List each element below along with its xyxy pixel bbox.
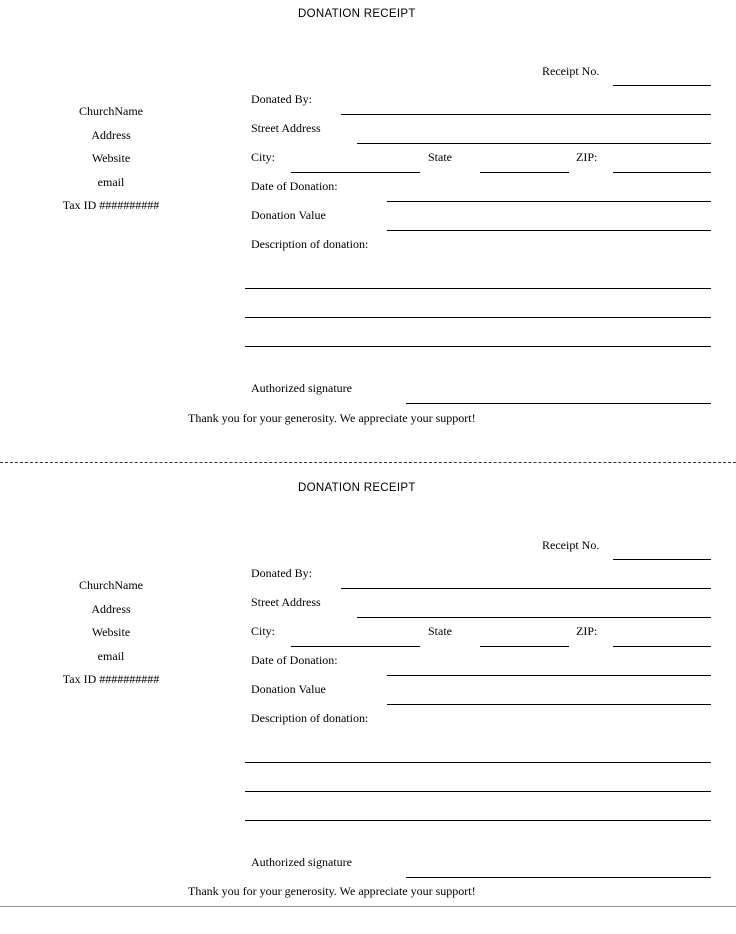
city-field[interactable] xyxy=(291,646,420,647)
description-line-3[interactable] xyxy=(245,820,711,821)
receipt-title: DONATION RECEIPT xyxy=(298,8,416,20)
authorized-signature-field[interactable] xyxy=(406,877,711,878)
street-address-field[interactable] xyxy=(357,143,711,144)
receipt-no-field[interactable] xyxy=(613,85,711,86)
city-field[interactable] xyxy=(291,172,420,173)
church-tax-id: Tax ID ########## xyxy=(62,198,160,212)
description-label: Description of donation: xyxy=(251,237,369,251)
date-of-donation-field[interactable] xyxy=(387,201,711,202)
zip-label: ZIP: xyxy=(576,624,598,638)
donated-by-field[interactable] xyxy=(341,588,711,589)
church-name: ChurchName xyxy=(79,104,143,118)
city-label: City: xyxy=(251,624,276,638)
description-line-2[interactable] xyxy=(245,791,711,792)
donation-value-label: Donation Value xyxy=(251,682,326,696)
receipt-no-label: Receipt No. xyxy=(542,538,600,552)
church-name: ChurchName xyxy=(79,578,143,592)
thank-you-note: Thank you for your generosity. We appreciate your support! xyxy=(188,411,476,425)
city-label: City: xyxy=(251,150,276,164)
zip-field[interactable] xyxy=(613,172,711,173)
authorized-signature-label: Authorized signature xyxy=(251,381,352,395)
date-of-donation-field[interactable] xyxy=(387,675,711,676)
street-address-field[interactable] xyxy=(357,617,711,618)
state-label: State xyxy=(428,624,452,638)
receipt-no-field[interactable] xyxy=(613,559,711,560)
description-line-2[interactable] xyxy=(245,317,711,318)
state-label: State xyxy=(428,150,452,164)
page-bottom-edge xyxy=(0,906,736,907)
church-website: Website xyxy=(91,151,131,165)
street-address-label: Street Address xyxy=(251,121,321,135)
church-email: email xyxy=(97,175,125,189)
thank-you-note: Thank you for your generosity. We appreciate your support! xyxy=(188,884,476,898)
church-address: Address xyxy=(91,602,131,616)
donation-receipt-top xyxy=(0,0,736,460)
donated-by-label: Donated By: xyxy=(251,566,312,580)
church-email: email xyxy=(97,649,125,663)
zip-field[interactable] xyxy=(613,646,711,647)
receipt-title: DONATION RECEIPT xyxy=(298,482,416,494)
cut-line xyxy=(0,462,736,463)
description-label: Description of donation: xyxy=(251,711,369,725)
receipt-no-label: Receipt No. xyxy=(542,64,600,78)
description-line-3[interactable] xyxy=(245,346,711,347)
church-website: Website xyxy=(91,625,131,639)
state-field[interactable] xyxy=(480,646,569,647)
description-line-1[interactable] xyxy=(245,288,711,289)
state-field[interactable] xyxy=(480,172,569,173)
donation-value-label: Donation Value xyxy=(251,208,326,222)
zip-label: ZIP: xyxy=(576,150,598,164)
donated-by-field[interactable] xyxy=(341,114,711,115)
donated-by-label: Donated By: xyxy=(251,92,312,106)
church-tax-id: Tax ID ########## xyxy=(62,672,160,686)
donation-value-field[interactable] xyxy=(387,704,711,705)
donation-value-field[interactable] xyxy=(387,230,711,231)
church-address: Address xyxy=(91,128,131,142)
description-line-1[interactable] xyxy=(245,762,711,763)
date-of-donation-label: Date of Donation: xyxy=(251,653,338,667)
authorized-signature-label: Authorized signature xyxy=(251,855,352,869)
donation-receipt-bottom xyxy=(0,474,736,934)
authorized-signature-field[interactable] xyxy=(406,403,711,404)
date-of-donation-label: Date of Donation: xyxy=(251,179,338,193)
street-address-label: Street Address xyxy=(251,595,321,609)
